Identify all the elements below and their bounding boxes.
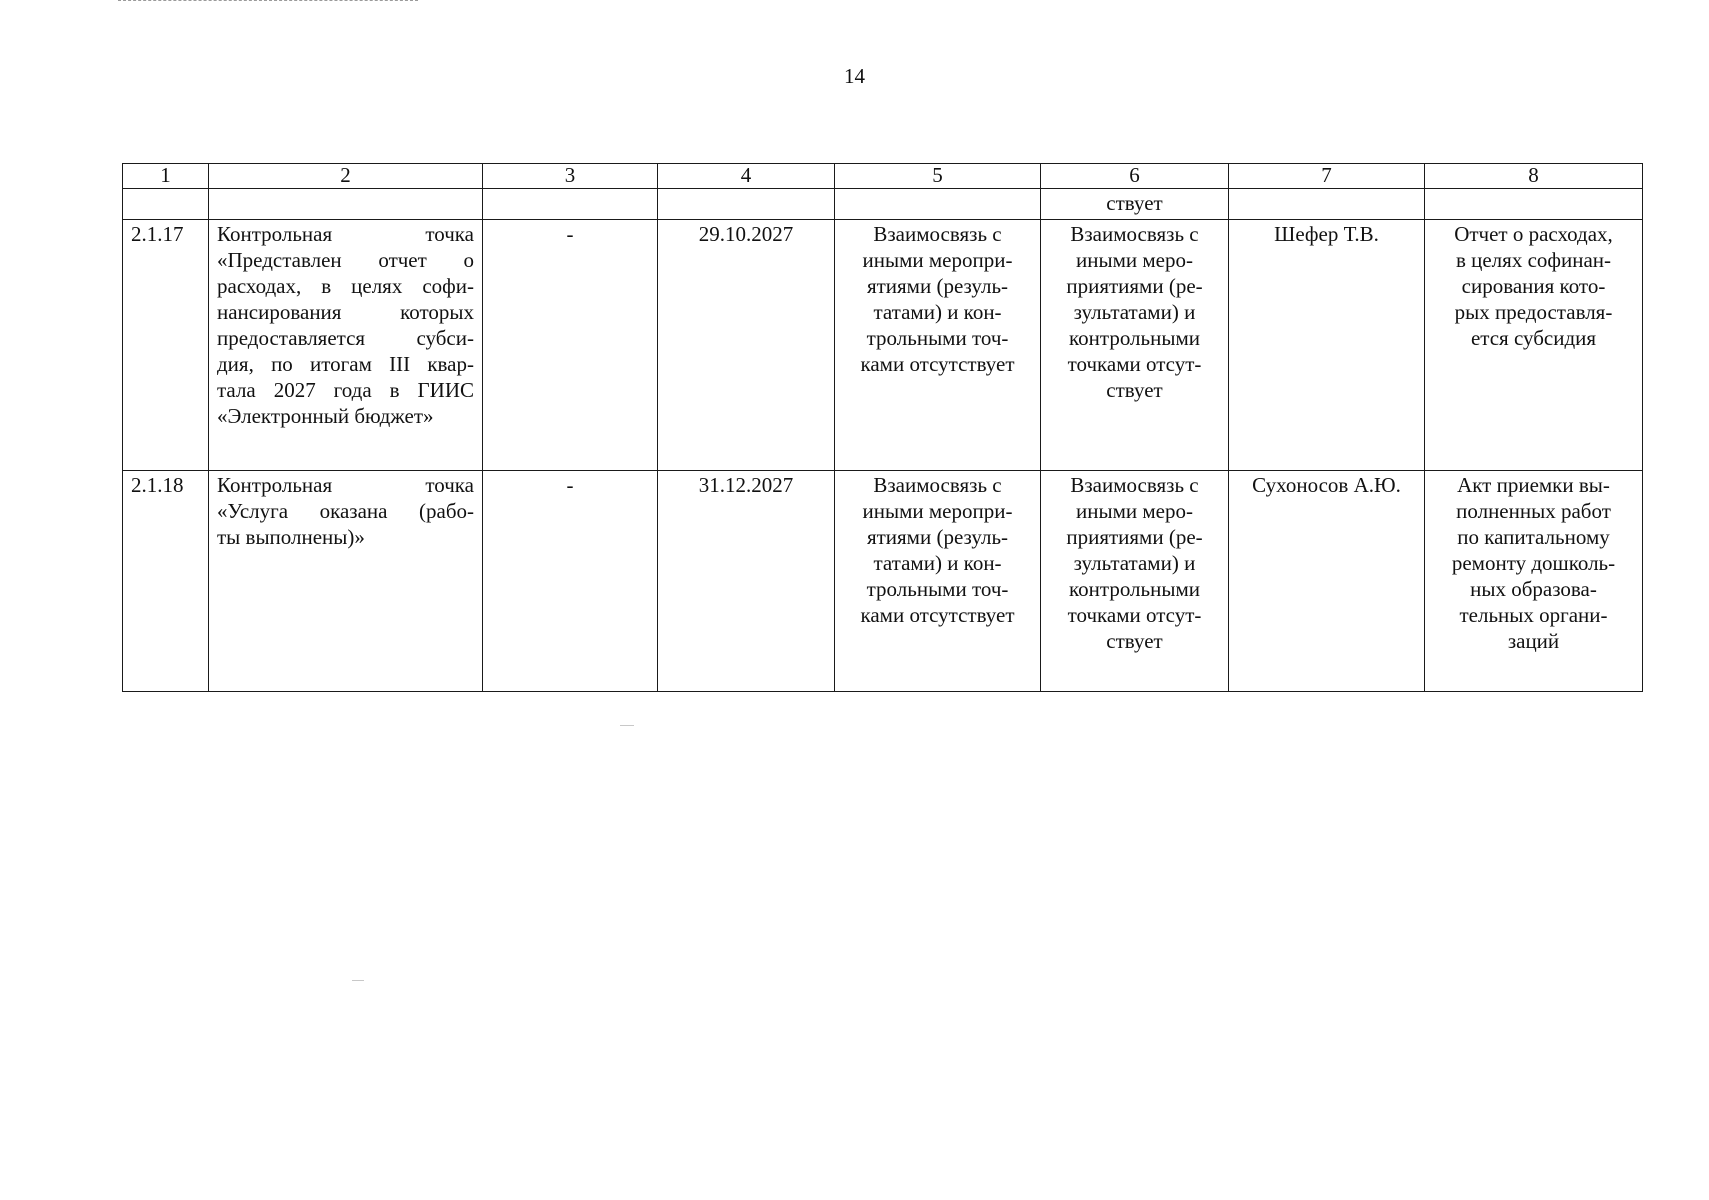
text-line: зультатами) и: [1073, 551, 1196, 575]
row-name: [209, 220, 483, 471]
text-line: нансирования которых: [217, 300, 474, 324]
text-line: «Электронный бюджет»: [217, 404, 434, 428]
column-number: 3: [483, 164, 658, 189]
scan-speck: [352, 980, 364, 981]
row-col3: -: [483, 220, 658, 471]
text-line: ствует: [1106, 629, 1163, 653]
table-cell: [209, 189, 483, 220]
text-line: Отчет о расходах,: [1454, 222, 1613, 246]
column-number-row: [123, 164, 1643, 189]
text-line: зультатами) и: [1073, 300, 1196, 324]
row-responsible: Шефер Т.В.: [1229, 220, 1425, 471]
text-line: татами) и кон-: [873, 551, 1002, 575]
table-cell: ствует: [1041, 189, 1229, 220]
table-cell: [658, 189, 835, 220]
row-name: [209, 471, 483, 692]
text-line: Взаимосвязь с: [1070, 222, 1199, 246]
text-line: расходах, в целях софи-: [217, 274, 474, 298]
table-cell: [1425, 189, 1643, 220]
activities-table: [122, 163, 1643, 692]
text-line: ками отсутствует: [860, 352, 1015, 376]
row-col6: [1041, 471, 1229, 692]
text-line: «Представлен отчет о: [217, 248, 474, 272]
text-line: точками отсут-: [1067, 352, 1202, 376]
row-date: 31.12.2027: [658, 471, 835, 692]
continuation-row: [123, 189, 1643, 220]
text-line: ятиями (резуль-: [866, 525, 1009, 549]
scan-artifact-line: [118, 0, 418, 3]
table-row: [123, 220, 1643, 471]
text-line: точками отсут-: [1067, 603, 1202, 627]
text-line: заций: [1507, 629, 1560, 653]
table-cell: [123, 189, 209, 220]
text-line: приятиями (ре-: [1066, 525, 1203, 549]
column-number: 6: [1041, 164, 1229, 189]
text-line: тала 2027 года в ГИИС: [217, 378, 474, 402]
text-line: приятиями (ре-: [1066, 274, 1203, 298]
column-number: 7: [1229, 164, 1425, 189]
text-line: ты выполнены)»: [217, 525, 365, 549]
text-line: иными меро-: [1076, 248, 1193, 272]
text-line: Взаимосвязь с: [873, 222, 1002, 246]
scan-speck: [620, 725, 634, 726]
text-line: ется субсидия: [1470, 326, 1597, 350]
text-line: Взаимосвязь с: [873, 473, 1002, 497]
table-cell: [1229, 189, 1425, 220]
text-line: Акт приемки вы-: [1457, 473, 1610, 497]
row-date: 29.10.2027: [658, 220, 835, 471]
text-line: трольными точ-: [866, 326, 1009, 350]
row-col8: [1425, 220, 1643, 471]
row-number: 2.1.18: [123, 471, 209, 692]
column-number: 8: [1425, 164, 1643, 189]
text-line: полненных работ: [1456, 499, 1611, 523]
text-line: иными меропри-: [862, 499, 1013, 523]
column-number: 2: [209, 164, 483, 189]
text-line: ками отсутствует: [860, 603, 1015, 627]
table-cell: [483, 189, 658, 220]
text-line: «Услуга оказана (рабо-: [217, 499, 474, 523]
row-col5: [835, 471, 1041, 692]
text-line: ствует: [1106, 378, 1163, 402]
text-line: ремонту дошколь-: [1451, 551, 1616, 575]
text-line: ных образова-: [1470, 577, 1597, 601]
row-col3: -: [483, 471, 658, 692]
row-responsible: Сухоносов А.Ю.: [1229, 471, 1425, 692]
text-line: Взаимосвязь с: [1070, 473, 1199, 497]
text-line: сирования кото-: [1461, 274, 1606, 298]
page-number: 14: [844, 64, 865, 88]
row-number: 2.1.17: [123, 220, 209, 471]
table-row: [123, 471, 1643, 692]
table-cell: [835, 189, 1041, 220]
column-number: 1: [123, 164, 209, 189]
text-line: тельных органи-: [1459, 603, 1608, 627]
row-col5: [835, 220, 1041, 471]
text-line: предоставляется субси-: [217, 326, 474, 350]
text-line: контрольными: [1069, 577, 1200, 601]
text-line: Контрольная точка: [217, 473, 474, 497]
text-line: иными меро-: [1076, 499, 1193, 523]
row-col8: [1425, 471, 1643, 692]
text-line: Контрольная точка: [217, 222, 474, 246]
row-col6: [1041, 220, 1229, 471]
text-line: по капитальному: [1457, 525, 1610, 549]
text-line: трольными точ-: [866, 577, 1009, 601]
text-line: ятиями (резуль-: [866, 274, 1009, 298]
text-line: в целях софинан-: [1455, 248, 1612, 272]
column-number: 4: [658, 164, 835, 189]
text-line: рых предоставля-: [1454, 300, 1613, 324]
text-line: иными меропри-: [862, 248, 1013, 272]
text-line: контрольными: [1069, 326, 1200, 350]
text-line: татами) и кон-: [873, 300, 1002, 324]
text-line: дия, по итогам III квар-: [217, 352, 474, 376]
column-number: 5: [835, 164, 1041, 189]
